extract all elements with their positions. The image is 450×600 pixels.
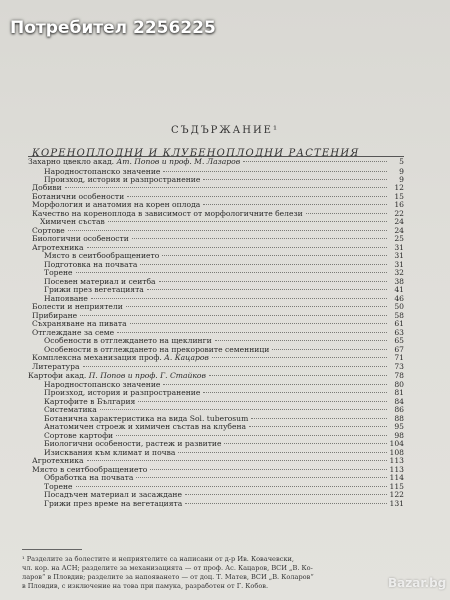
toc-entry-page: 84: [394, 397, 404, 406]
toc-entry: [32, 234, 404, 243]
dot-leader: [130, 323, 387, 324]
dot-leader: [147, 289, 387, 290]
toc-entry: [32, 183, 404, 192]
toc-entry-page: 24: [394, 217, 404, 226]
toc-entry-title: Морфология и анатомия на корен оплода: [32, 200, 201, 209]
toc-entry-title: Химичен състав: [40, 217, 105, 226]
dot-leader: [203, 204, 387, 205]
dot-leader: [185, 503, 386, 504]
toc-entry-page: 122: [389, 490, 404, 499]
toc-entry-title: Обработка на почвата: [44, 473, 134, 482]
toc-entry-page: 86: [394, 405, 404, 414]
toc-entry-page: 95: [394, 422, 404, 431]
dot-leader: [185, 494, 387, 495]
section-rule: [28, 156, 404, 157]
toc-entry-author: П. Попов и проф. Г. Стайков: [88, 371, 206, 380]
toc-entry-title: Картофите в България: [44, 397, 136, 406]
dot-leader: [76, 486, 387, 487]
toc-entry: [44, 268, 404, 277]
toc-entry-title: Сортове картофи: [44, 431, 114, 440]
dot-leader: [91, 298, 387, 299]
dot-leader: [163, 171, 387, 172]
toc-entry-page: 61: [394, 319, 404, 328]
toc-entry: [32, 319, 404, 328]
footnote: [22, 555, 432, 591]
dot-leader: [68, 230, 387, 231]
toc-entry: [32, 353, 404, 362]
dot-leader: [159, 281, 387, 282]
toc-entry-page: 63: [394, 328, 404, 337]
toc-entry: [44, 439, 404, 448]
toc-entry: [44, 490, 404, 499]
toc-entry: [28, 371, 404, 380]
toc-entry: [44, 388, 404, 397]
dot-leader: [87, 460, 387, 461]
uploader-title: Потребител 2256225: [10, 18, 216, 38]
dot-leader: [116, 435, 387, 436]
dot-leader: [150, 469, 386, 470]
dot-leader: [83, 366, 387, 367]
dot-leader: [100, 409, 387, 410]
dot-leader: [178, 452, 386, 453]
toc-entry-title: Анатомичен строеж и химичен състав на клубена: [44, 422, 247, 431]
toc-entry-page: 73: [394, 362, 404, 371]
toc-entry-title: Качество на кореноплода в зависимост от морфологичните белези: [32, 209, 303, 218]
toc-entry-title: Изисквания към климат и почва: [44, 448, 176, 457]
toc-entry-title: Народностопанско значение: [44, 380, 161, 389]
footnote-rule: [22, 549, 82, 550]
toc-entry-title: Картофи акад. П. Попов и проф. Г. Стайков: [28, 371, 206, 380]
toc-entry-title: Добиви: [32, 183, 62, 192]
toc-entry-title: Захарно цвекло акад. Ат. Попов и проф. М. Лазаров: [28, 157, 241, 166]
toc-entry-page: 78: [394, 371, 404, 380]
toc-entry: [44, 251, 404, 260]
toc-entry: [44, 473, 404, 482]
toc-entry-title: Прибиране: [32, 311, 78, 320]
dot-leader: [203, 392, 387, 393]
dot-leader: [80, 315, 387, 316]
toc-entry-title: Място в сеитбообращението: [44, 251, 160, 260]
toc-entry: [32, 362, 404, 371]
dot-leader: [65, 187, 387, 188]
footnote-line: чл. кор. на АСН; разделите за механизацията — от проф. Ас. Кацаров, ВСИ „В. Ко-: [22, 564, 313, 572]
dot-leader: [203, 179, 387, 180]
toc-entry-page: 113: [389, 465, 404, 474]
dot-leader: [163, 384, 387, 385]
toc-entry-title: Съхраняване на пивата: [32, 319, 127, 328]
toc-entry-page: 131: [389, 499, 404, 508]
toc-entry: [44, 336, 404, 345]
page-heading: СЪДЪРЖАНИЕ¹: [171, 125, 279, 136]
section-title: КОРЕНОПЛОДНИ И КЛУБЕНОПЛОДНИ РАСТЕНИЯ: [32, 148, 360, 159]
footnote-line: ларов“ в Пловдив; разделите за напояването — от доц. Т. Матев, ВСИ „В. Коларов“: [22, 573, 314, 581]
toc-entry-author: Ат. Попов и проф. М. Лазаров: [116, 157, 241, 166]
toc-entry-page: 71: [394, 353, 404, 362]
toc-entry-page: 15: [394, 192, 404, 201]
dot-leader: [132, 238, 387, 239]
toc-entry-page: 108: [389, 448, 404, 457]
toc-entry-title: Отглеждане за семе: [32, 328, 115, 337]
toc-entry-title: Особености в отглеждането на прекоровите семенници: [44, 345, 270, 354]
toc-entry-page: 22: [394, 209, 404, 218]
toc-entry-title: Комплексна механизация проф. А. Кацаров: [32, 353, 209, 362]
toc-entry-page: 104: [389, 439, 404, 448]
toc-entry: [32, 302, 404, 311]
toc-entry-title: Място в сеитбообращението: [32, 465, 148, 474]
footnote-line: в Пловдив, с изключение на това при памука, разработен от Г. Кобов.: [22, 582, 269, 590]
footnote-line: ¹ Разделите за болестите и неприятелите са написани от д-р Ив. Ковачевски,: [22, 555, 294, 563]
dot-leader: [127, 196, 387, 197]
toc-entry-title: Произход, история и разпространение: [44, 175, 201, 184]
toc-entry-title: Подготовка на почвата: [44, 260, 138, 269]
toc-entry-title: Систематика: [44, 405, 97, 414]
dot-leader: [126, 306, 387, 307]
toc-entry-page: 80: [394, 380, 404, 389]
dot-leader: [138, 401, 387, 402]
toc-entry-title: Посевен материал и сеитба: [44, 277, 156, 286]
toc-entry-title: Агротехника: [32, 243, 84, 252]
toc-entry-page: 31: [394, 260, 404, 269]
dot-leader: [108, 221, 387, 222]
toc-entry-title: Напояване: [44, 294, 88, 303]
toc-entry-page: 31: [394, 251, 404, 260]
toc-entry-page: 67: [394, 345, 404, 354]
toc-entry-page: 50: [394, 302, 404, 311]
toc-entry: [32, 200, 404, 209]
toc-entry-title: Ботанични особености: [32, 192, 125, 201]
toc-entry-page: 98: [394, 431, 404, 440]
watermark-logo: Bazar.bg: [388, 576, 447, 590]
dot-leader: [162, 255, 387, 256]
toc-entry-title: Ботанична характеристика на вида Sol. tuberosum: [44, 414, 249, 423]
toc-entry-page: 31: [394, 243, 404, 252]
toc-entry-title: Торене: [44, 482, 73, 491]
toc-entry-page: 41: [394, 285, 404, 294]
toc-entry-page: 16: [394, 200, 404, 209]
dot-leader: [251, 418, 387, 419]
dot-leader: [140, 264, 387, 265]
dot-leader: [243, 161, 387, 162]
toc-entry-page: 113: [389, 456, 404, 465]
dot-leader: [212, 357, 387, 358]
dot-leader: [249, 426, 387, 427]
toc-entry-page: 5: [399, 157, 404, 166]
toc-entry-author: А. Кацаров: [164, 353, 209, 362]
toc-entry-page: 115: [389, 482, 404, 491]
toc-entry-page: 81: [394, 388, 404, 397]
toc-entry-page: 24: [394, 226, 404, 235]
toc-entry-title: Особености в отглеждането на щеклинги: [44, 336, 212, 345]
toc-entry-title: Литература: [32, 362, 80, 371]
toc-entry-page: 38: [394, 277, 404, 286]
toc-entry-page: 65: [394, 336, 404, 345]
dot-leader: [117, 332, 387, 333]
toc-entry-title: Торене: [44, 268, 73, 277]
toc-entry-page: 88: [394, 414, 404, 423]
toc-entry-page: 58: [394, 311, 404, 320]
toc-entry-page: 9: [399, 167, 404, 176]
dot-leader: [209, 375, 387, 376]
toc-entry: [44, 285, 404, 294]
dot-leader: [224, 443, 386, 444]
toc-entry-title: Биологични особености: [32, 234, 129, 243]
dot-leader: [306, 213, 387, 214]
dot-leader: [87, 247, 387, 248]
dot-leader: [76, 272, 387, 273]
toc-entry: [44, 405, 404, 414]
toc-entry-page: 9: [399, 175, 404, 184]
toc-entry-page: 46: [394, 294, 404, 303]
toc-entry-page: 114: [389, 473, 404, 482]
toc-entry-title: Сортове: [32, 226, 65, 235]
toc-entry-title: Посадъчен материал и засаждане: [44, 490, 182, 499]
toc-entry: [40, 217, 404, 226]
toc-entry-title: Произход, история и разпространение: [44, 388, 201, 397]
toc-entry-title: Грижи през време на вегетацията: [44, 499, 183, 508]
toc-entry: [44, 422, 404, 431]
toc-entry-title: Биологични особености, растеж и развитие: [44, 439, 222, 448]
toc-entry-title: Народностопанско значение: [44, 167, 161, 176]
dot-leader: [272, 349, 387, 350]
toc-entry: [28, 157, 404, 166]
dot-leader: [136, 477, 386, 478]
toc-entry-page: 32: [394, 268, 404, 277]
toc-entry-title: Агротехника: [32, 456, 84, 465]
dot-leader: [215, 340, 387, 341]
toc-entry-title: Грижи през вегетацията: [44, 285, 144, 294]
toc-entry: [32, 456, 404, 465]
toc-entry: [44, 499, 404, 508]
toc-entry-page: 12: [394, 183, 404, 192]
toc-entry-title: Болести и неприятели: [32, 302, 123, 311]
toc-entry-page: 25: [394, 234, 404, 243]
